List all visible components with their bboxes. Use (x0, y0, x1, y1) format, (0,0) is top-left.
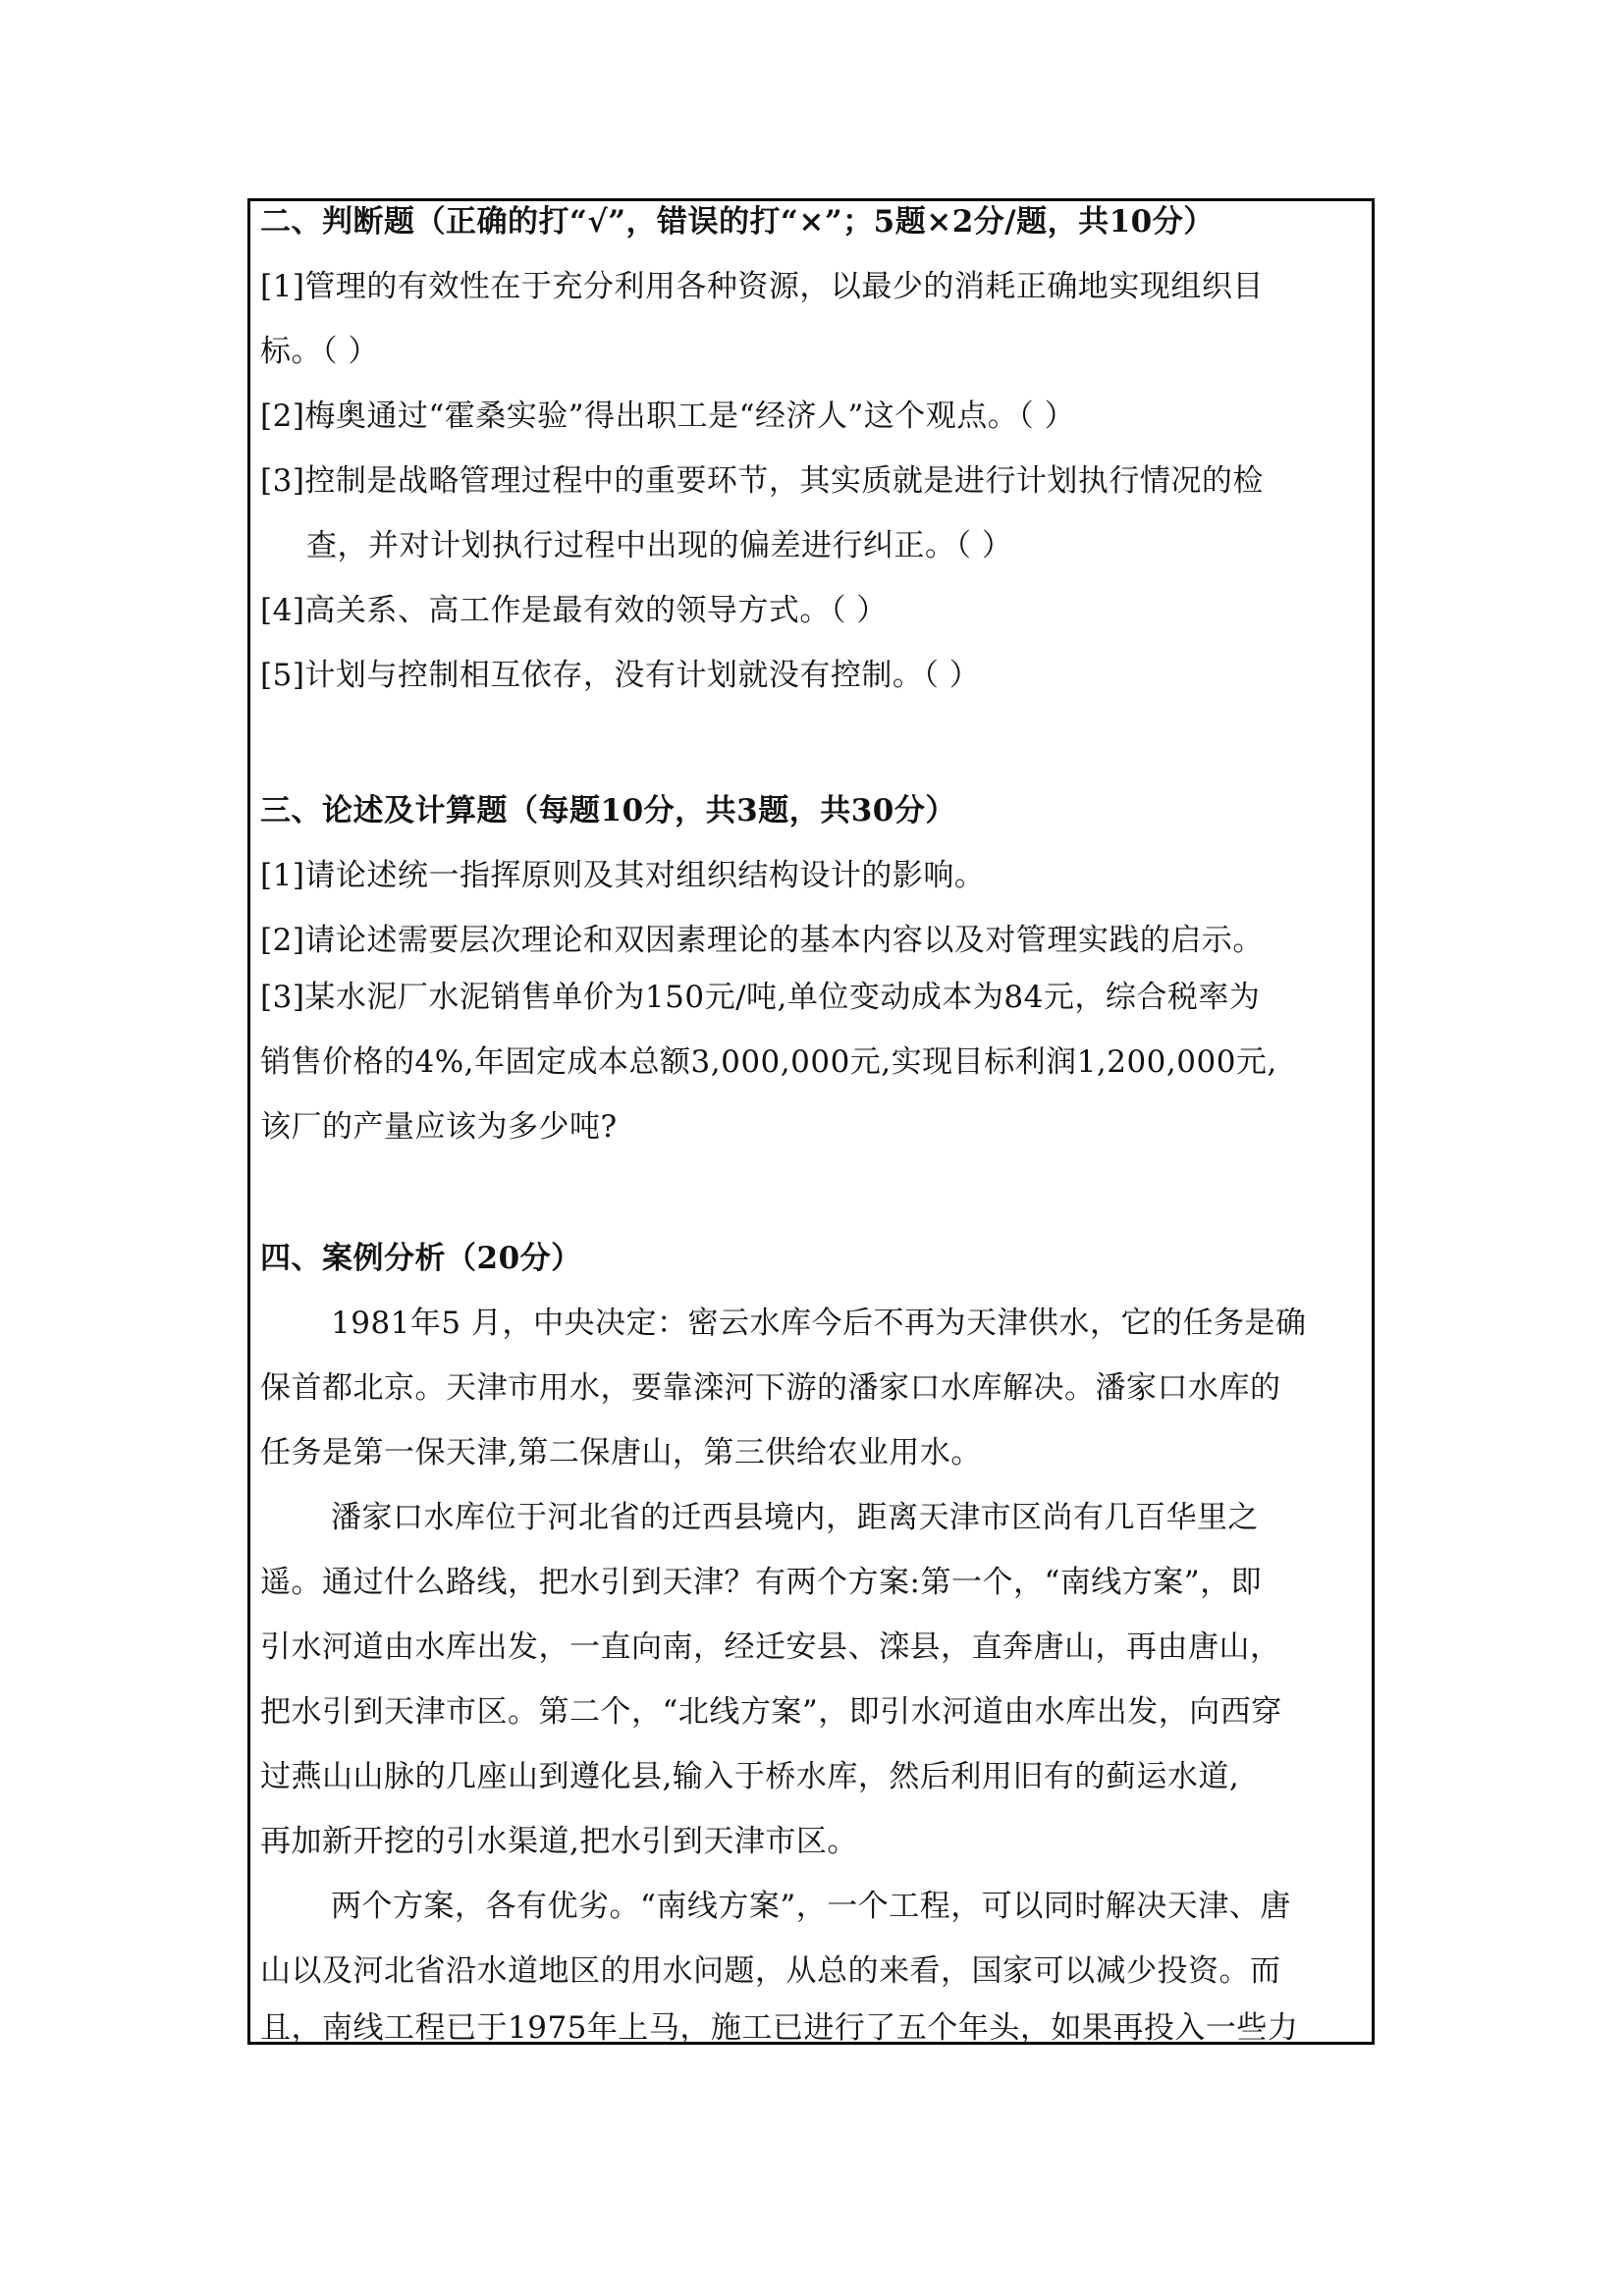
case-paragraph-1: 1981年5 月，中央决定：密云水库今后不再为天津供水，它的任务是确 (331, 1306, 1307, 1341)
case-paragraph-2: 潘家口水库位于河北省的迁西县境内，距离天津市区尚有几百华里之 (331, 1500, 1259, 1535)
case-paragraph-1-line: 保首都北京。天津市用水，要靠滦河下游的潘家口水库解决。潘家口水库的 (260, 1370, 1281, 1406)
case-paragraph-3: 两个方案，各有优劣。“南线方案”，一个工程，可以同时解决天津、唐 (331, 1889, 1291, 1924)
case-paragraph-2-line: 遥。通过什么路线，把水引到天津？有两个方案:第一个，“南线方案”，即 (260, 1565, 1263, 1600)
calc-question-3-cont: 销售价格的4%,年固定成本总额3,000,000元,实现目标利润1,200,000元, (260, 1044, 1277, 1080)
tf-question-2: [2]梅奥通过“霍桑实验”得出职工是“经济人”这个观点。（ ） (260, 399, 1076, 434)
tf-question-5: [5]计划与控制相互依存，没有计划就没有控制。（ ） (260, 658, 981, 693)
case-paragraph-1-line: 任务是第一保天津,第二保唐山，第三供给农业用水。 (260, 1435, 982, 1470)
case-paragraph-3-line: 且，南线工程已于1975年上马，施工已进行了五个年头，如果再投入一些力 (260, 2010, 1299, 2046)
case-paragraph-2-line: 引水河道由水库出发，一直向南，经迁安县、滦县，直奔唐山，再由唐山， (260, 1629, 1281, 1665)
case-paragraph-2-line: 过燕山山脉的几座山到遵化县,输入于桥水库，然后利用旧有的蓟运水道, (260, 1759, 1240, 1794)
case-paragraph-2-line: 把水引到天津市区。第二个，“北线方案”，即引水河道由水库出发，向西穿 (260, 1694, 1282, 1730)
tf-question-3-cont: 查，并对计划执行过程中出现的偏差进行纠正。（ ） (306, 528, 1013, 563)
essay-question-1: [1]请论述统一指挥原则及其对组织结构设计的影响。 (260, 858, 986, 893)
tf-question-3: [3]控制是战略管理过程中的重要环节，其实质就是进行计划执行情况的检 (260, 463, 1264, 499)
section-4-heading: 四、案例分析（20分） (260, 1241, 582, 1276)
essay-question-2: [2]请论述需要层次理论和双因素理论的基本内容以及对管理实践的启示。 (260, 923, 1264, 958)
calc-question-3-cont2: 该厂的产量应该为多少吨? (260, 1109, 618, 1145)
tf-question-4: [4]高关系、高工作是最有效的领导方式。（ ） (260, 593, 888, 628)
section-2-heading: 二、判断题（正确的打“√”，错误的打“×”；5题×2分/题，共10分） (260, 204, 1215, 240)
tf-question-1-cont: 标。（ ） (260, 334, 379, 369)
section-3-heading: 三、论述及计算题（每题10分，共3题，共30分） (260, 793, 956, 828)
case-paragraph-2-line: 再加新开挖的引水渠道,把水引到天津市区。 (260, 1824, 858, 1859)
calc-question-3: [3]某水泥厂水泥销售单价为150元/吨,单位变动成本为84元，综合税率为 (260, 980, 1261, 1015)
case-paragraph-3-line: 山以及河北省沿水道地区的用水问题，从总的来看，国家可以减少投资。而 (260, 1953, 1281, 1989)
tf-question-1: [1]管理的有效性在于充分利用各种资源，以最少的消耗正确地实现组织目 (260, 269, 1264, 304)
